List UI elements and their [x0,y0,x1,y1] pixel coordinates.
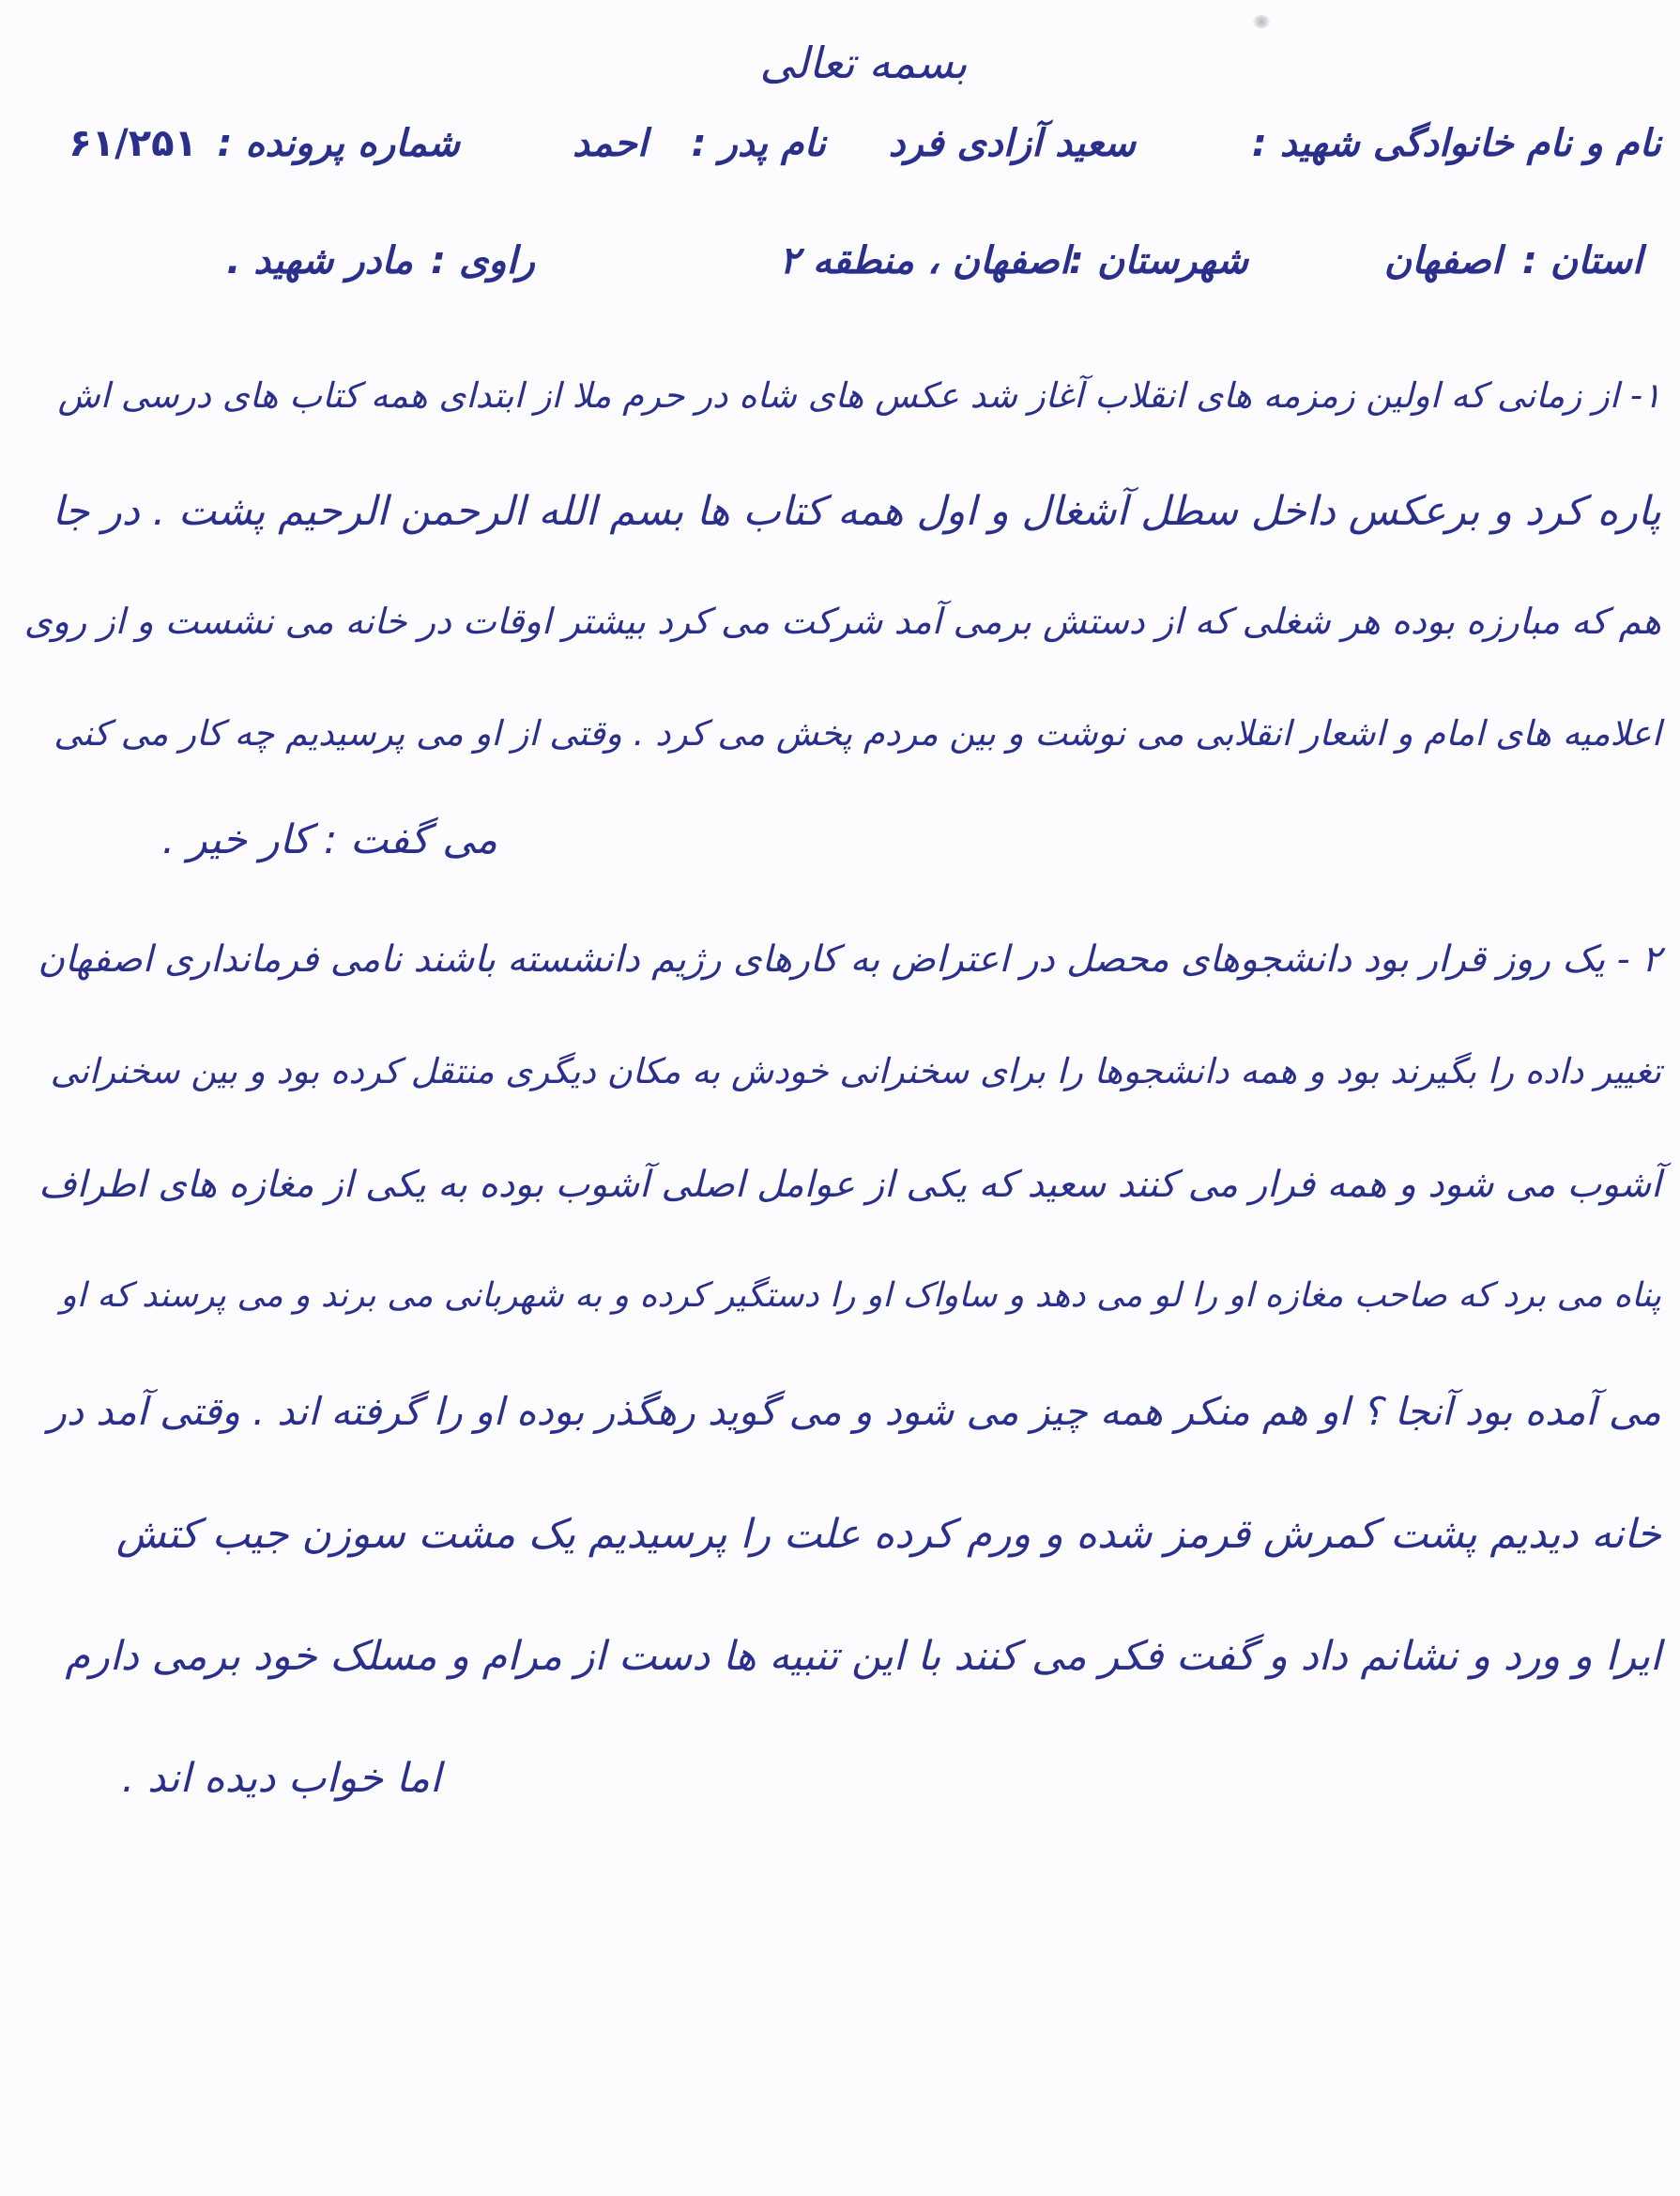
narrator-label: راوی : [431,239,535,282]
paragraph-2-line-2: تغییر داده را بگیرند بود و همه دانشجوها را برای سخنرانی خودش به مکان دیگری منتقل کرده بود و بین سخنرانی [50,1051,1661,1091]
paragraph-1-line-5: می گفت : کار خیر . [161,816,497,863]
province-label: استان : [1521,239,1642,282]
city-label: شهرستان : [1068,239,1248,282]
name-label: نام و نام خانوادگی شهید : [1251,122,1661,165]
paragraph-1-line-4: اعلامیه های امام و اشعار انقلابی می نوشت و بین مردم پخش می کرد . وقتی از او می پرسیدیم چه کار می کنی [53,713,1661,754]
paragraph-1-line-3: هم که مبارزه بوده هر شغلی که از دستش برمی آمد شرکت می کرد بیشتر اوقات در خانه می نشست و از روی [23,601,1661,642]
paragraph-2-line-4: پناه می برد که صاحب مغازه او را لو می دهد و ساواک او را دستگیر کرده و به شهربانی می برند و می پرسند که او [60,1276,1661,1315]
file-number-value: ۶۱/۲۵۱ [69,122,197,165]
paragraph-2-line-8: اما خواب دیده اند . [121,1755,441,1802]
page-heading: بسمه تعالی [759,38,968,88]
name-value: سعید آزادی فرد [888,122,1136,165]
paragraph-1-line-1: ۱- از زمانی که اولین زمزمه های انقلاب آغاز شد عکس های شاه در حرم ملا از ابتدای همه کتاب های درسی اش [57,375,1661,416]
paragraph-2-line-7: ایرا و ورد و نشانم داد و گفت فکر می کنند با این تنبیه ها دست از مرام و مسلک خود برمی دارم [65,1633,1661,1680]
paragraph-2-line-6: خانه دیدیم پشت کمرش قرمز شده و ورم کرده علت را پرسیدیم یک مشت سوزن جیب کتش [115,1511,1661,1558]
narrator-value: مادر شهید . [226,239,413,282]
city-value: اصفهان ، منطقه ۲ [779,239,1070,282]
father-value: احمد [573,122,648,165]
paragraph-2-line-5: می آمده بود آنجا ؟ او هم منکر همه چیز می شود و می گوید رهگذر بوده او را گرفته اند . وقتی آمد در [48,1389,1661,1434]
paragraph-1-line-2: پاره کرد و برعکس داخل سطل آشغال و اول همه کتاب ها بسم الله الرحمن الرحیم پشت . در جا [52,488,1661,535]
father-label: نام پدر : [691,122,826,165]
ink-smudge [1253,15,1270,28]
paragraph-2-line-3: آشوب می شود و همه فرار می کنند سعید که یکی از عوامل اصلی آشوب بوده به یکی از مغازه های اطراف [38,1164,1661,1206]
province-value: اصفهان [1383,239,1502,282]
file-number-label: شماره پرونده : [217,122,460,165]
paragraph-2-line-1: ۲ - یک روز قرار بود دانشجوهای محصل در اعتراض به کارهای رژیم دانشسته باشند نامی فرمانداری اصفهان [38,938,1661,981]
